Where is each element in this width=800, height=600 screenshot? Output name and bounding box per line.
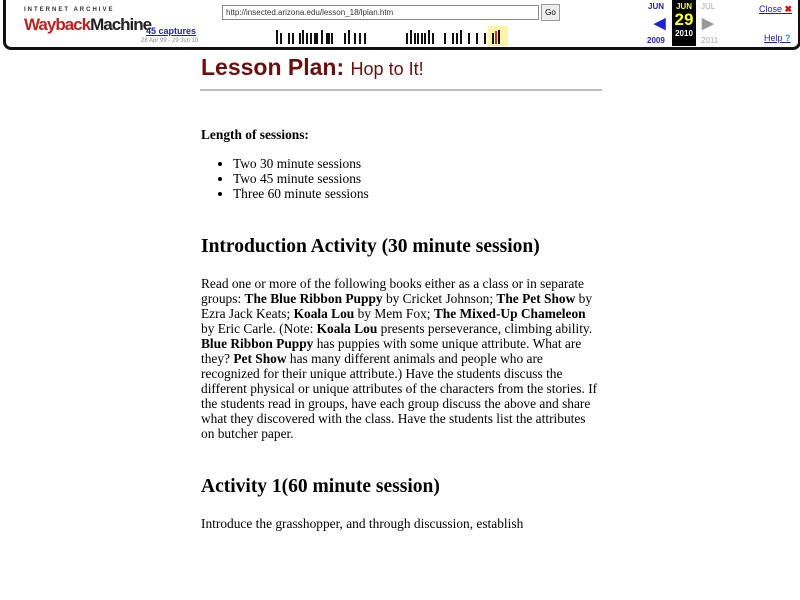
book-title: The Pet Show [496, 291, 576, 306]
capture-bar[interactable] [452, 33, 454, 44]
capture-bar[interactable] [328, 33, 330, 44]
help-icon[interactable]: ? [785, 33, 791, 43]
cur-month: JUN [675, 2, 692, 11]
capture-bar[interactable] [331, 33, 333, 44]
book-title: Koala Lou [316, 321, 378, 336]
list-item: • Two 30 minute sessions [233, 156, 601, 171]
help-link[interactable] [764, 33, 791, 43]
title: Lesson Plan: [201, 54, 345, 80]
list-item: • Three 60 minute sessions [233, 186, 601, 201]
capture-bar[interactable] [421, 33, 423, 44]
capture-bar[interactable] [414, 33, 416, 44]
capture-bar[interactable] [417, 33, 419, 44]
length-heading: Length of sessions: [201, 127, 309, 142]
text-segment: by Cricket Johnson; [382, 291, 497, 306]
capture-bar[interactable] [354, 33, 356, 44]
text-segment: has puppies with some unique attribute. What are they? [201, 336, 582, 366]
capture-bar[interactable] [468, 33, 470, 44]
sessions-list [201, 156, 601, 201]
capture-range: 28 Apr 99 - 29 Jun 10 [141, 38, 199, 44]
capture-bar[interactable] [344, 33, 346, 44]
logo-b: Machine [90, 15, 152, 34]
cur-year: 2010 [675, 29, 693, 38]
capture-bar[interactable] [406, 33, 408, 44]
capture-bar[interactable] [460, 30, 462, 44]
capture-bar[interactable] [280, 33, 282, 44]
activity1-paragraph: Introduce the grasshopper, and through discussion, establish [201, 516, 524, 531]
capture-bar[interactable] [476, 33, 478, 44]
capture-bar[interactable] [321, 30, 323, 44]
capture-bar[interactable] [359, 33, 361, 44]
logo-a: Wayback [24, 15, 91, 34]
book-title: Pet Show [233, 351, 287, 366]
page-title [201, 52, 601, 84]
capture-bar[interactable] [456, 33, 458, 44]
prev-month[interactable]: JUN [648, 2, 665, 11]
capture-bar[interactable] [299, 33, 301, 44]
capture-bar[interactable] [306, 33, 308, 44]
intro-paragraph [201, 276, 601, 441]
current-date [672, 0, 696, 46]
wayback-logo[interactable] [24, 15, 151, 35]
book-title: The Mixed-Up Chameleon [433, 306, 586, 321]
next-month: JUL [701, 2, 716, 11]
capture-bar[interactable] [348, 30, 350, 44]
list-item: • Two 45 minute sessions [233, 171, 601, 186]
lesson-content [201, 52, 601, 531]
divider [200, 89, 602, 91]
capture-bar[interactable] [276, 30, 278, 44]
next-year: 2011 [701, 36, 719, 45]
text-segment: by Eric Carle. (Note: [201, 321, 317, 336]
cur-day: 29 [674, 10, 694, 29]
capture-bar[interactable] [428, 30, 430, 44]
capture-bar[interactable] [492, 33, 494, 44]
captures-link[interactable]: 45 captures [146, 26, 197, 36]
capture-bar[interactable] [292, 33, 294, 44]
capture-bar[interactable] [302, 30, 304, 44]
book-title: The Blue Ribbon Puppy [244, 291, 383, 306]
close-label[interactable]: Close [759, 4, 783, 14]
logo-top: INTERNET ARCHIVE [24, 7, 115, 13]
text-segment: by Ezra Jack Keats; [201, 291, 593, 321]
capture-bar[interactable] [316, 33, 318, 44]
capture-bar[interactable] [424, 33, 426, 44]
wayback-toolbar [3, 0, 800, 50]
next-arrow-icon: ▶ [702, 15, 714, 32]
capture-bar[interactable] [484, 33, 486, 44]
book-title: Blue Ribbon Puppy [201, 336, 314, 351]
prev-year[interactable]: 2009 [647, 36, 665, 45]
capture-timeline[interactable] [214, 26, 644, 46]
close-link[interactable] [759, 4, 792, 15]
capture-bar[interactable] [364, 33, 366, 44]
current-capture-bar[interactable] [495, 31, 497, 44]
url-input[interactable]: http://insected.arizona.edu/lesson_18/lplan.htm [222, 5, 539, 20]
prev-arrow-icon[interactable]: ◀ [654, 15, 666, 32]
close-icon[interactable]: ✖ [784, 4, 793, 14]
text-segment: by Mem Fox; [354, 306, 434, 321]
capture-bar[interactable] [310, 33, 312, 44]
capture-bar[interactable] [432, 33, 434, 44]
intro-heading: Introduction Activity (30 minute session) [201, 236, 540, 257]
capture-bar[interactable] [444, 33, 446, 44]
text-segment: has many different animals and people who are recognized for their unique attribute.) Have the students discuss the different physical or unique attributes of the characters from the stories. If the students read in groups, have each group discuss the above and share what they discovered with the class. Have the students list the attributes on butcher paper. [201, 351, 598, 441]
help-label[interactable]: Help [764, 33, 783, 43]
text-segment: Read one or more of the following books either as a class or in separate groups: [201, 276, 584, 306]
book-title: Koala Lou [293, 306, 355, 321]
text-segment: presents perseverance, climbing ability. [377, 321, 593, 336]
capture-bar[interactable] [288, 33, 290, 44]
capture-bar[interactable] [498, 30, 500, 44]
subtitle: Hop to It! [350, 59, 424, 79]
activity1-heading: Activity 1(60 minute session) [201, 476, 440, 497]
capture-bar[interactable] [410, 30, 412, 44]
go-button[interactable]: Go [541, 4, 560, 21]
